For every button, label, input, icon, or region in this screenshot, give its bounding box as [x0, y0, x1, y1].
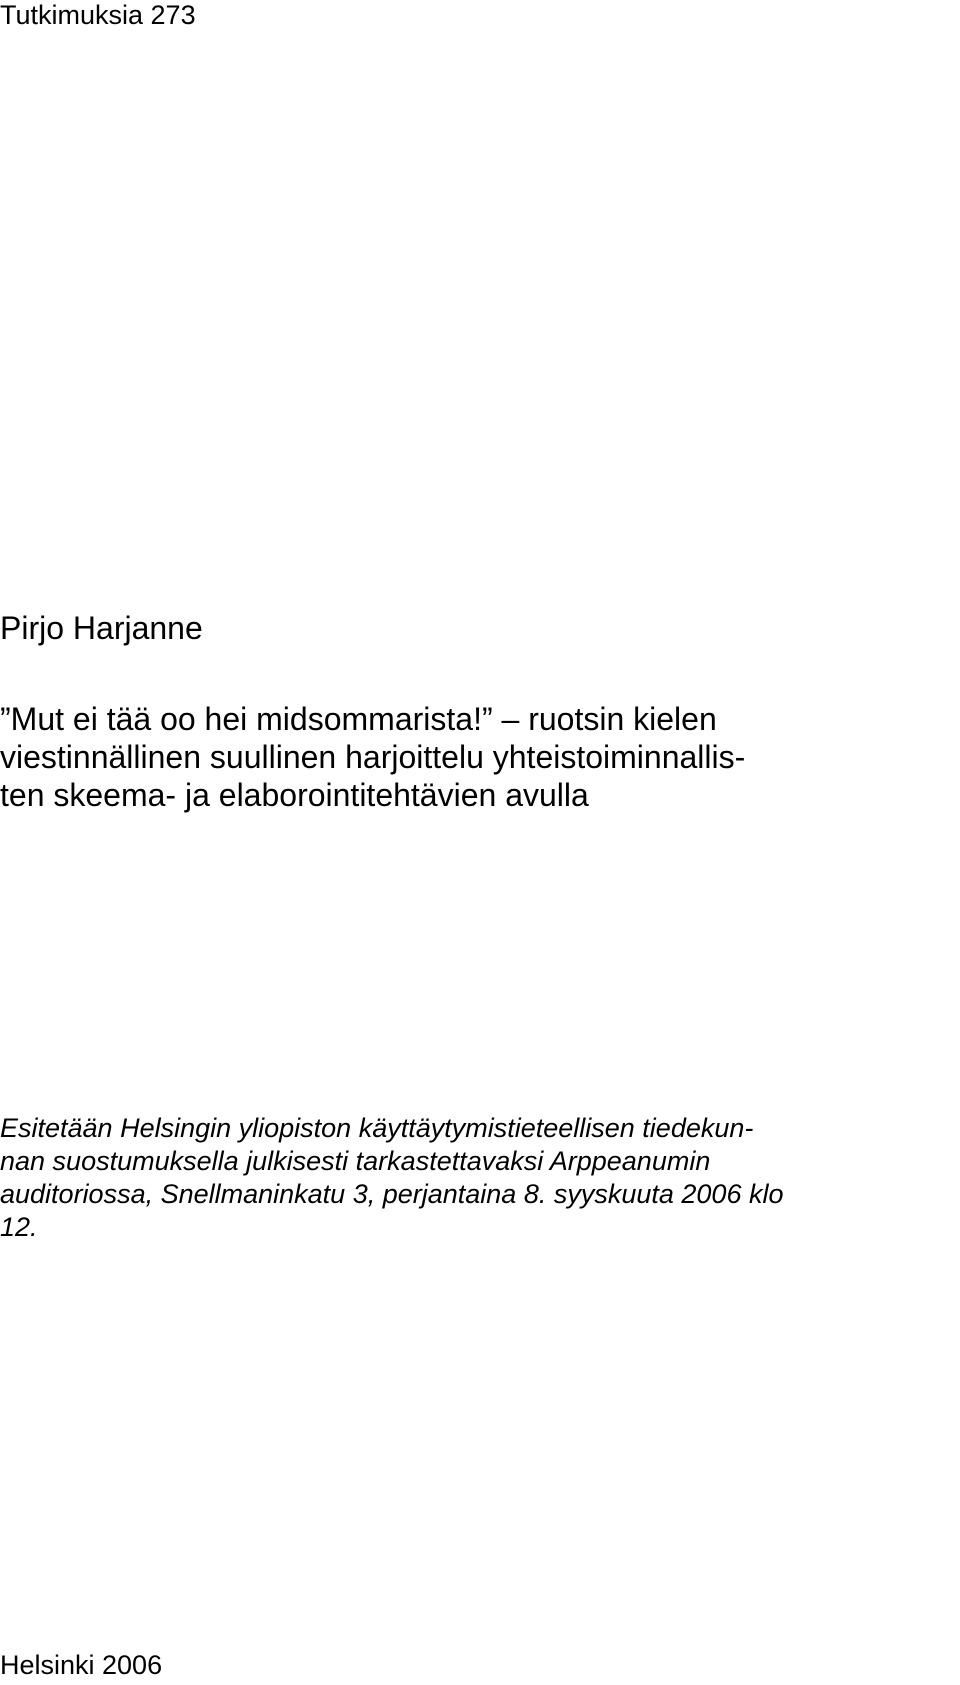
defense-notice: [0, 1112, 783, 1244]
imprint-place-year: Helsinki 2006: [0, 1650, 163, 1680]
notice-line: auditoriossa, Snellmaninkatu 3, perjantaina 8. syyskuuta 2006 klo: [0, 1179, 784, 1209]
dissertation-title: [0, 700, 745, 814]
notice-line: 12.: [0, 1212, 38, 1242]
notice-line: Esitetään Helsingin yliopiston käyttäytymistieteellisen tiedekun-: [0, 1113, 754, 1143]
notice-line: nan suostumuksella julkisesti tarkastettavaksi Arppeanumin: [0, 1146, 711, 1176]
title-line: viestinnällinen suullinen harjoittelu yhteistoiminnallis-: [0, 739, 746, 775]
title-line: ten skeema- ja elaborointitehtävien avulla: [0, 777, 589, 813]
series-label: Tutkimuksia 273: [0, 0, 196, 30]
author-name: Pirjo Harjanne: [0, 610, 203, 646]
title-line: ”Mut ei tää oo hei midsommarista!” – ruotsin kielen: [0, 701, 717, 737]
